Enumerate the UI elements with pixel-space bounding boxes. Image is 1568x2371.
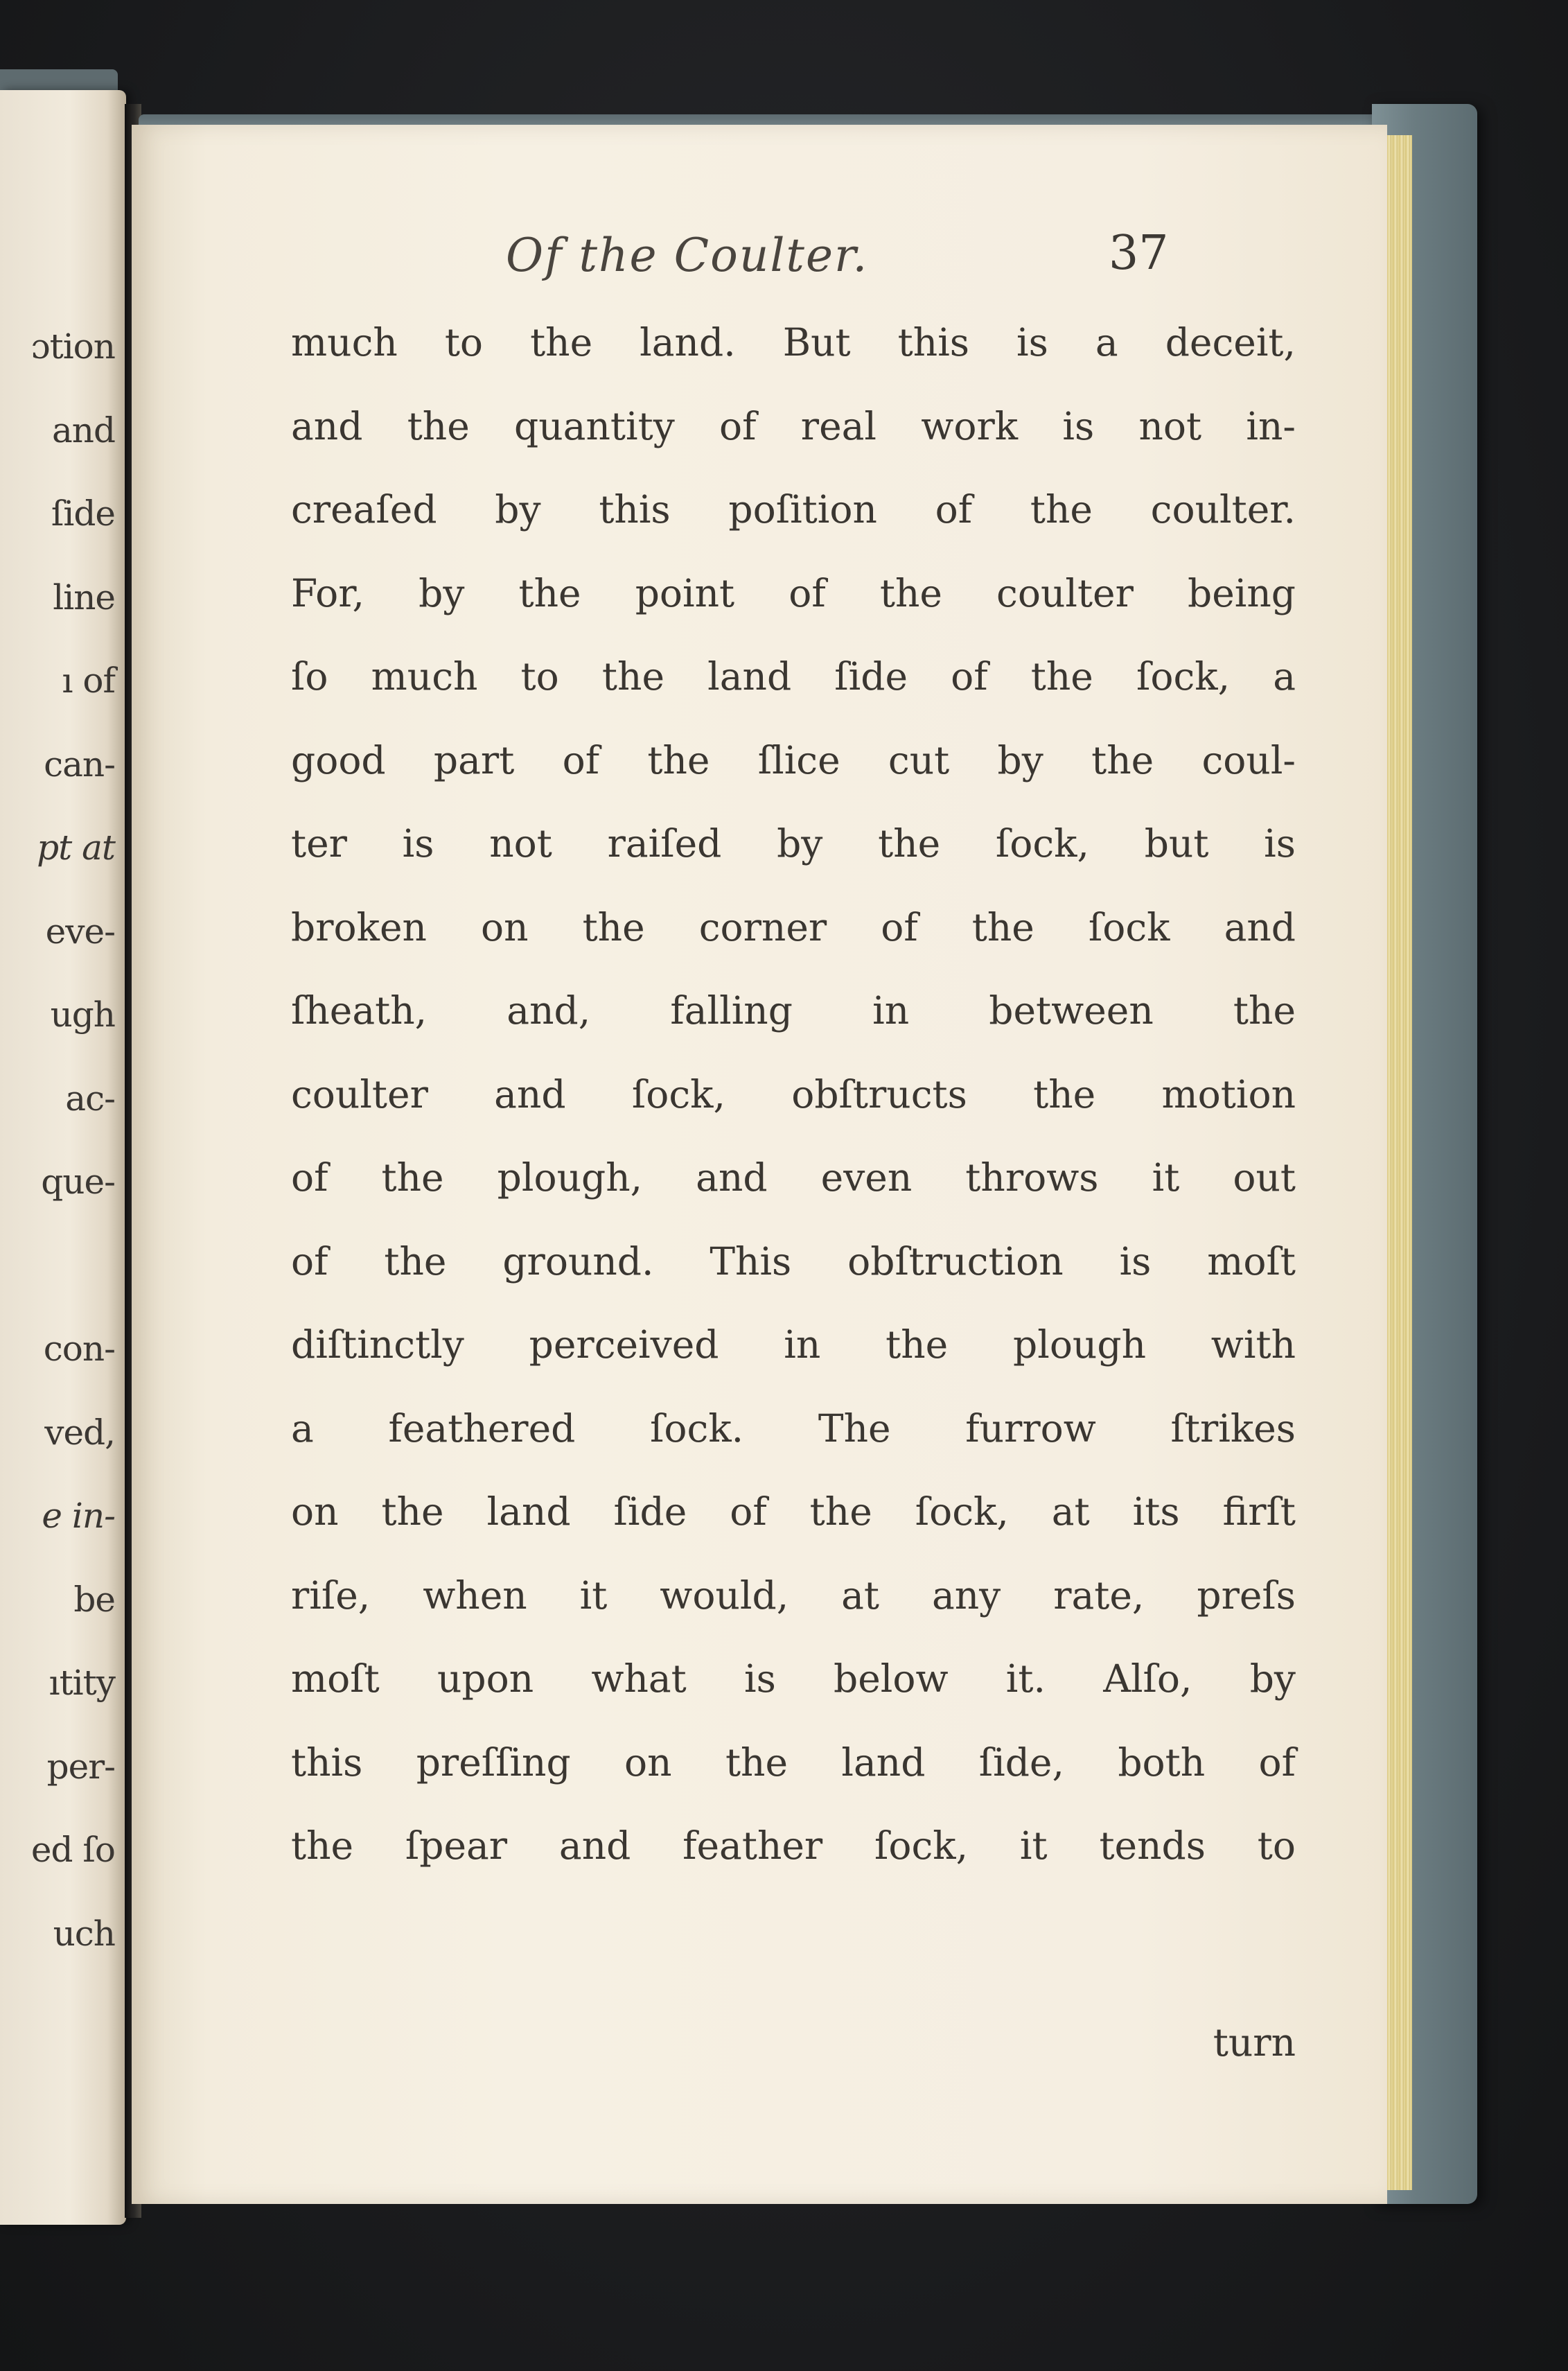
text-line: much to the land. But this is a deceit,	[291, 320, 1296, 365]
text-line: and the quantity of real work is not in-	[291, 403, 1296, 448]
left-fragment: con-	[43, 1329, 115, 1369]
left-fragment: ved,	[44, 1412, 115, 1453]
left-fragment: ugh	[50, 995, 115, 1035]
left-facing-page	[0, 90, 126, 2225]
text-line: good part of the ſlice cut by the coul-	[291, 737, 1296, 782]
left-fragment: pt at	[37, 828, 115, 868]
left-fragment: que-	[41, 1162, 115, 1202]
text-line: moſt upon what is below it. Alſo, by	[291, 1656, 1296, 1701]
left-fragment: line	[53, 577, 115, 618]
text-line: creaſed by this poſition of the coulter.	[291, 487, 1296, 532]
left-page-text	[31, 305, 115, 1975]
text-line: the ſpear and feather ſock, it tends to	[291, 1823, 1296, 1868]
text-line: coulter and ſock, obſtructs the motion	[291, 1071, 1296, 1117]
text-line: diſtinctly perceived in the plough with	[291, 1322, 1296, 1367]
text-line: ſo much to the land ſide of the ſock, a	[291, 654, 1296, 699]
text-line: of the ground. This obſtruction is moſt	[291, 1239, 1296, 1284]
text-line: on the land ſide of the ſock, at its firſt	[291, 1489, 1296, 1534]
page-number: 37	[1109, 226, 1169, 281]
left-fragment: can-	[44, 744, 115, 785]
text-line: of the plough, and even throws it out	[291, 1155, 1296, 1200]
text-line: this preſſing on the land ſide, both of	[291, 1740, 1296, 1785]
left-fragment: uch	[53, 1913, 115, 1954]
catchword: turn	[1213, 2020, 1296, 2065]
left-fragment: ac-	[65, 1078, 115, 1119]
left-fragment: ſide	[51, 493, 115, 534]
right-page	[132, 125, 1387, 2204]
text-line: ter is not raiſed by the ſock, but is	[291, 821, 1296, 866]
left-fragment: and	[51, 410, 115, 450]
text-line: ſheath, and, falling in between the	[291, 988, 1296, 1033]
left-fragment: per-	[46, 1746, 115, 1787]
text-line: riſe, when it would, at any rate, preſs	[291, 1573, 1296, 1618]
text-line: For, by the point of the coulter being	[291, 570, 1296, 615]
body-text	[291, 301, 1296, 1888]
left-fragment: be	[73, 1579, 115, 1620]
running-head: Of the Coulter.	[506, 229, 869, 282]
left-fragment: e in-	[42, 1496, 115, 1536]
left-fragment: eve-	[45, 911, 115, 952]
left-fragment: ıtity	[49, 1663, 115, 1703]
left-fragment: ed ſo	[30, 1830, 115, 1870]
text-line: broken on the corner of the ſock and	[291, 904, 1296, 950]
left-fragment-gap	[31, 1224, 115, 1308]
left-fragment: ɔtion	[30, 326, 115, 367]
text-line: a feathered ſock. The furrow ſtrikes	[291, 1406, 1296, 1451]
left-fragment: ı of	[62, 660, 115, 701]
